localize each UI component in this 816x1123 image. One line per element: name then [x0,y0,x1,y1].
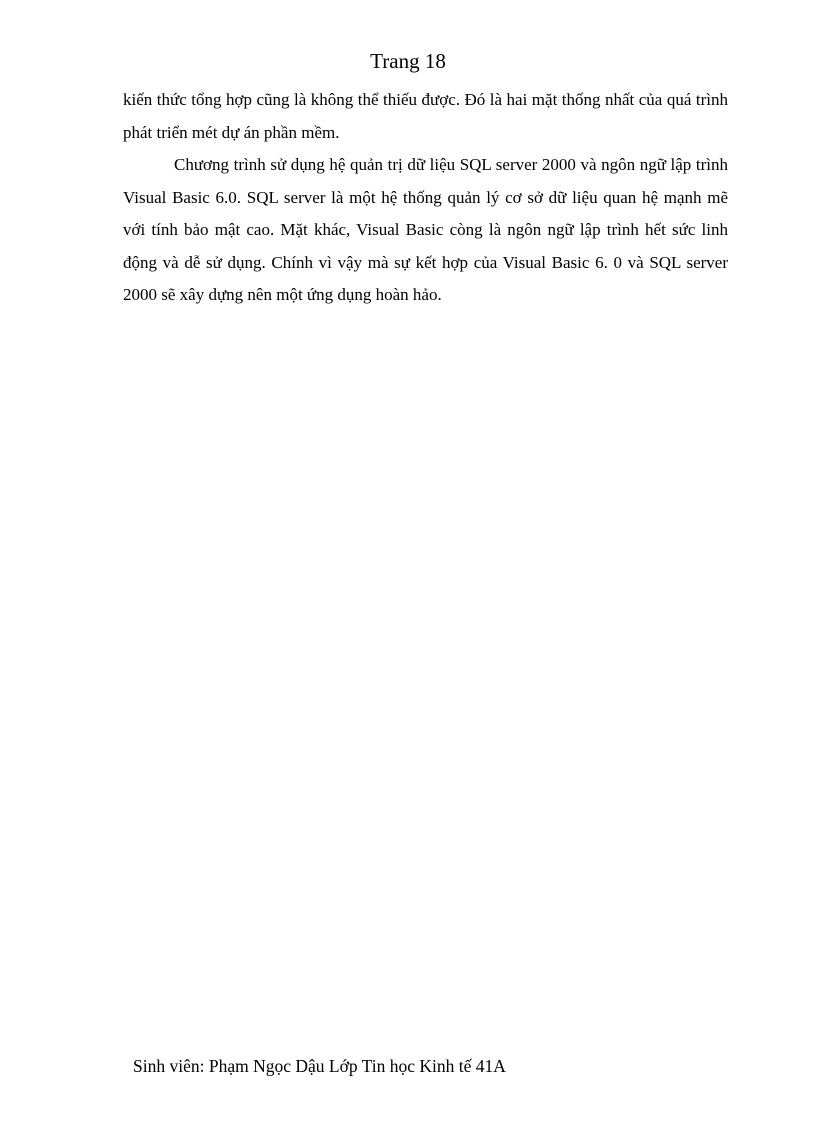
paragraph-program-description: Chương trình sử dụng hệ quản trị dữ liệu SQL server 2000 và ngôn ngữ lập trình Visual Basic 6.0. SQL server là một hệ thống quản lý cơ sở dữ liệu quan hệ mạnh mẽ với tính bảo mật cao. Mặt khác, Visual Basic còng là ngôn ngữ lập trình hết sức linh động và dễ sử dụng. Chính vì vậy mà sự kết hợp của Visual Basic 6. 0 và SQL server 2000 sẽ xây dựng nên một ứng dụng hoàn hảo. [123,155,728,304]
page-header: Trang 18 [370,49,446,73]
page-body [123,84,728,312]
page-footer: Sinh viên: Phạm Ngọc Dậu Lớp Tin học Kinh tế 41A [133,1056,506,1076]
paragraph-continuation: kiến thức tổng hợp cũng là không thể thiếu được. Đó là hai mặt thống nhất của quá trình phát triển mét dự án phần mềm. [123,90,728,142]
